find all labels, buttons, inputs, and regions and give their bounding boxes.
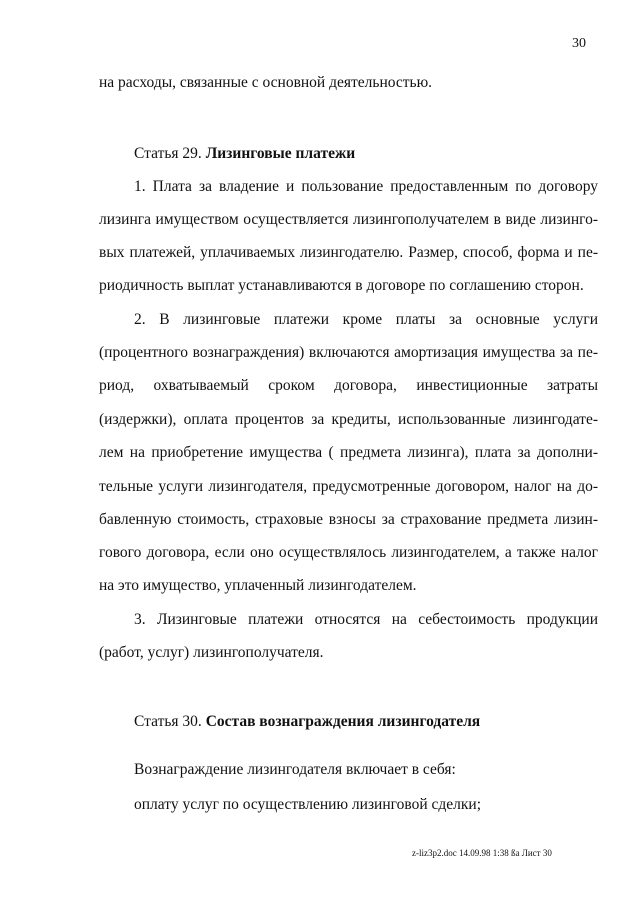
article-30-prefix: Статья 30.	[134, 713, 206, 730]
paragraph-2-line-3: риод, охватываемый сроком договора, инвестиционные затраты	[99, 377, 598, 394]
paragraph-1-line-2: лизинга имуществом осуществляется лизингополучателем в виде лизинго-	[99, 211, 598, 228]
paragraph-2-line-7: бавленную стоимость, страховые взносы за страхование предмета лизин-	[99, 511, 598, 528]
paragraph-1-line-4: риодичность выплат устанавливаются в договоре по соглашению сторон.	[99, 277, 584, 294]
intro-line: на расходы, связанные с основной деятельностью.	[99, 74, 433, 91]
paragraph-2-line-6: тельные услуги лизингодателя, предусмотренные договором, налог на до-	[99, 478, 598, 495]
paragraph-1-line-1: 1. Плата за владение и пользование предоставленным по договору	[134, 178, 598, 195]
article-30-heading	[134, 712, 480, 732]
paragraph-2-line-4: (издержки), оплата процентов за кредиты, использованные лизингодате-	[99, 411, 598, 428]
paragraph-2-line-8: гового договора, если оно осуществлялось лизингодателем, а также налог	[99, 544, 598, 561]
paragraph-2-line-1: 2. В лизинговые платежи кроме платы за основные услуги	[134, 311, 598, 328]
article-30-line-1: Вознаграждение лизингодателя включает в себя:	[134, 761, 456, 778]
page-number: 30	[572, 36, 586, 51]
article-30-line-2: оплату услуг по осуществлению лизинговой сделки;	[134, 796, 482, 813]
article-29-heading	[134, 144, 355, 164]
paragraph-3-line-2: (работ, услуг) лизингополучателя.	[99, 644, 324, 661]
paragraph-2-line-2: (процентного вознаграждения) включаются амортизация имущества за пе-	[99, 344, 598, 361]
paragraph-2-line-9: на это имущество, уплаченный лизингодателем.	[99, 577, 417, 594]
paragraph-1-line-3: вых платежей, уплачиваемых лизингодателю. Размер, способ, форма и пе-	[99, 244, 598, 261]
page-footer: z-liz3p2.doc 14.09.98 1:38 ßa Лист 30	[412, 848, 552, 858]
article-30-title: Состав вознаграждения лизингодателя	[205, 713, 481, 730]
article-29-prefix: Статья 29.	[134, 145, 206, 162]
article-29-title: Лизинговые платежи	[205, 145, 356, 162]
paragraph-3-line-1: 3. Лизинговые платежи относятся на себестоимость продукции	[134, 611, 598, 628]
paragraph-2-line-5: лем на приобретение имущества ( предмета лизинга), плата за дополни-	[99, 444, 598, 461]
